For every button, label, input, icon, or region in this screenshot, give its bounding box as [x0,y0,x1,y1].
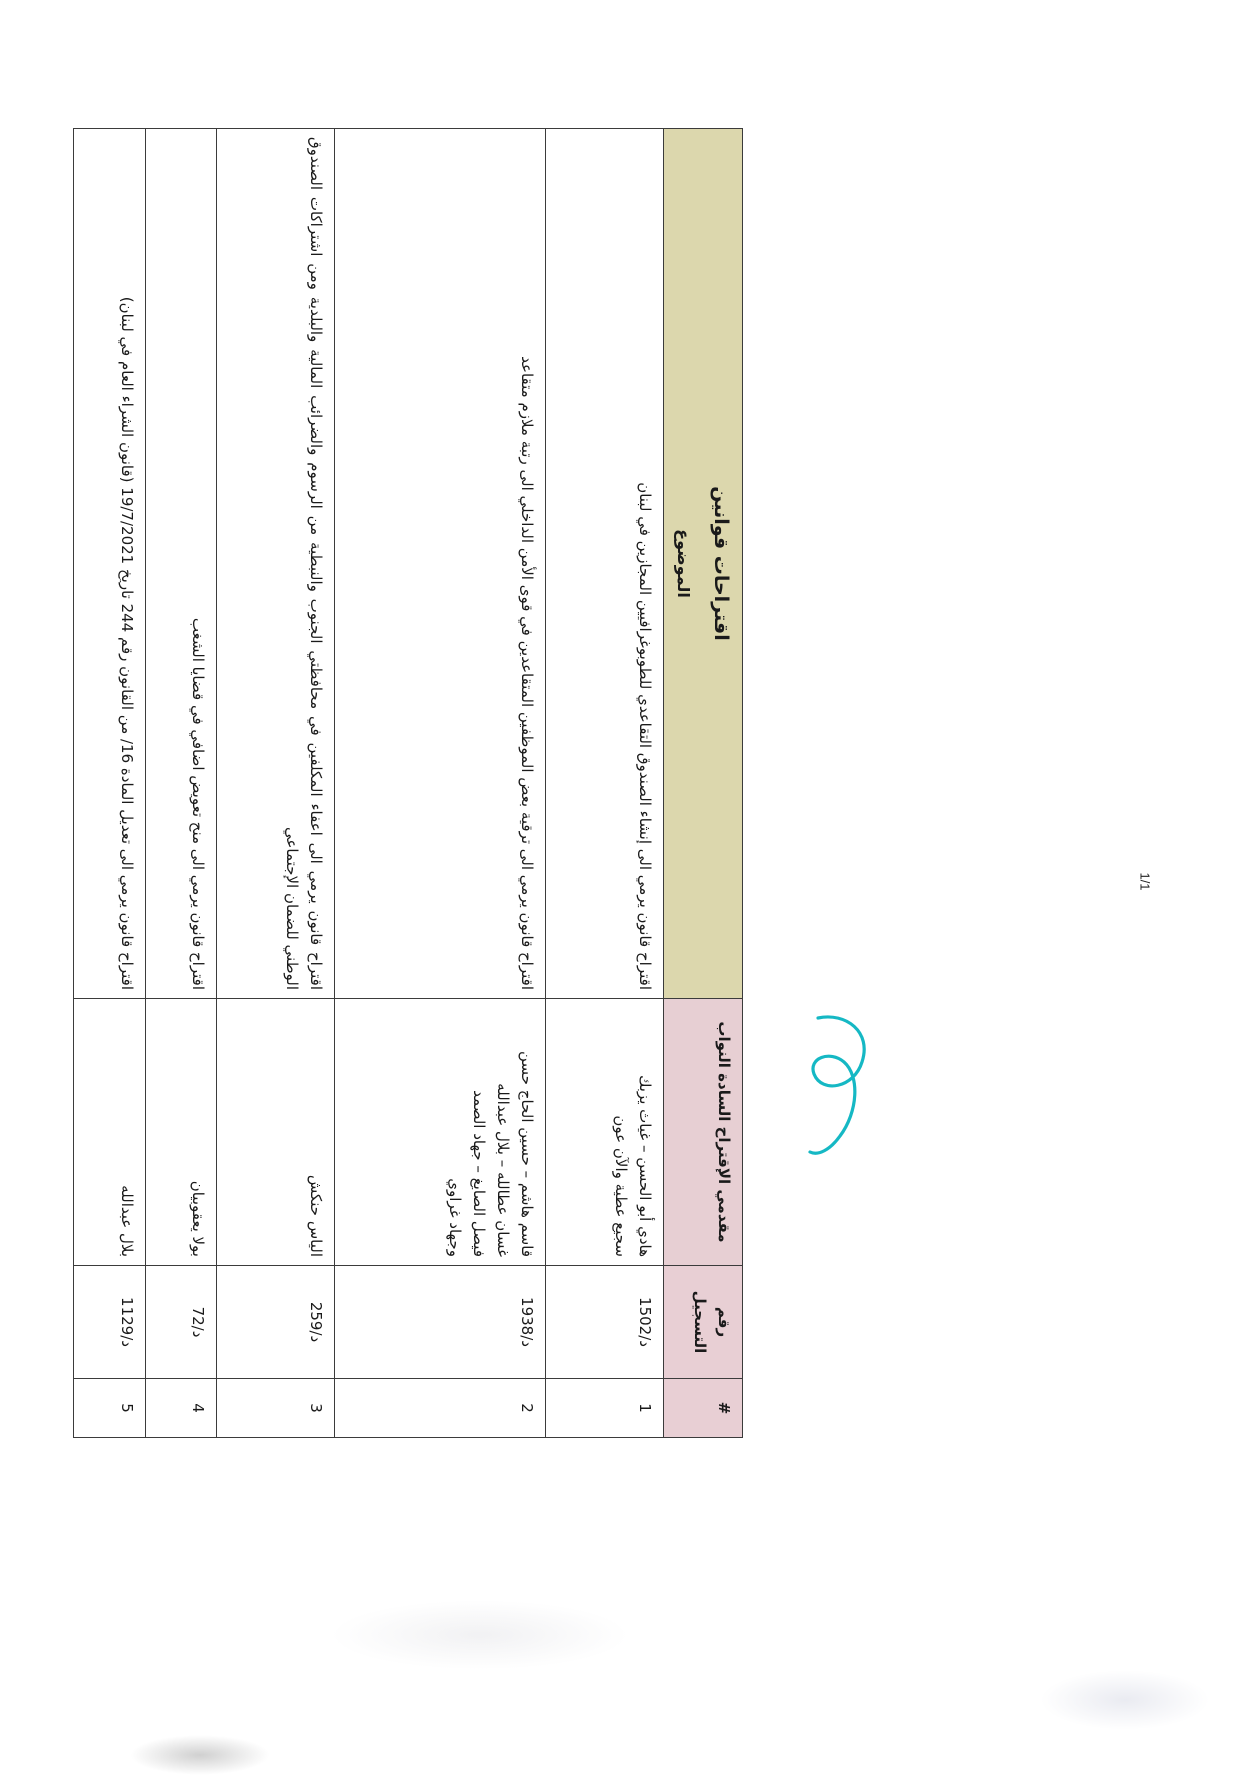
header-number: # [664,1379,743,1438]
cell-registration: د/259 [217,1266,335,1379]
table-row [546,129,664,1438]
table-header [664,129,743,1438]
cell-presenters [546,999,664,1266]
header-presenters: مقدمي الإقتراح السادة النواب [664,999,743,1266]
scan-smudge [1040,1670,1210,1730]
cell-number: 3 [217,1379,335,1438]
presenter-line: فيصل الصايغ – جهاد الصمد [470,1090,489,1257]
cell-subject: اقتراح قانون يرمي الى منح تعويض اضافي في قضايا الشغب [145,129,217,999]
header-subject [664,129,743,999]
cell-registration: د/72 [145,1266,217,1379]
header-subject-label: الموضوع [673,529,693,598]
scan-smudge [330,1600,630,1670]
presenter-line: الياس حنكش [307,1174,326,1257]
table-row [217,129,335,1438]
table-body [74,129,664,1438]
cell-subject: اقتراح قانون يرمي الى تعديل المادة 16/ من القانون رقم 244 تاريخ 19/7/2021 (قانون الشراء العام في لبنان) [74,129,146,999]
table-title: اقتراحات قوانين [710,486,732,641]
presenter-line: غسان عطالله – بلال عبدالله [494,1083,513,1257]
cell-presenters [74,999,146,1266]
cell-presenters [145,999,217,1266]
cell-registration: د/1938 [335,1266,546,1379]
presenter-line: قاسم هاشم – حسين الحاج حسن [518,1050,537,1257]
cell-presenters [335,999,546,1266]
table-header-row [664,129,743,1438]
handwritten-signature [800,1010,910,1160]
cell-registration: د/1129 [74,1266,146,1379]
presenter-line: وجهاد غراوي [446,1178,465,1257]
cell-registration: د/1502 [546,1266,664,1379]
table-row [145,129,217,1438]
proposals-table [73,128,743,1438]
table-row [74,129,146,1438]
cell-subject: اقتراح قانون يرمي الى ترقية بعض الموظفين المتقاعدين في قوى الأمن الداخلي الى رتبة ملازم متقاعد [335,129,546,999]
presenter-line: سجيع عطية والآن عون [612,1115,631,1257]
cell-number: 1 [546,1379,664,1438]
presenter-line: بلال عبدالله [117,1185,136,1257]
table-row [335,129,546,1438]
presenter-line: بولا يعقوبيان [189,1180,208,1257]
cell-presenters [217,999,335,1266]
header-registration: رقم التسجيل [664,1266,743,1379]
rotated-table-wrapper [73,128,743,1438]
presenter-line: هادي أبو الحسن – غياث يزبك [636,1075,655,1257]
cell-subject: اقتراح قانون يرمي الى إنشاء الصندوق التقاعدي للطوبوغرافيين المجازين في لبنان [546,129,664,999]
scan-smudge [130,1735,270,1775]
cell-subject: اقتراح قانون يرمي الى اعفاء المكلفين في محافظتي الجنوب والنبطية من الرسوم والضرائب المالية والبلدية ومن اشتراكات الصندوق الوطني للضمان الإجتماعي [217,129,335,999]
cell-number: 5 [74,1379,146,1438]
cell-number: 4 [145,1379,217,1438]
cell-number: 2 [335,1379,546,1438]
page-number: 1/1 [1137,872,1153,891]
